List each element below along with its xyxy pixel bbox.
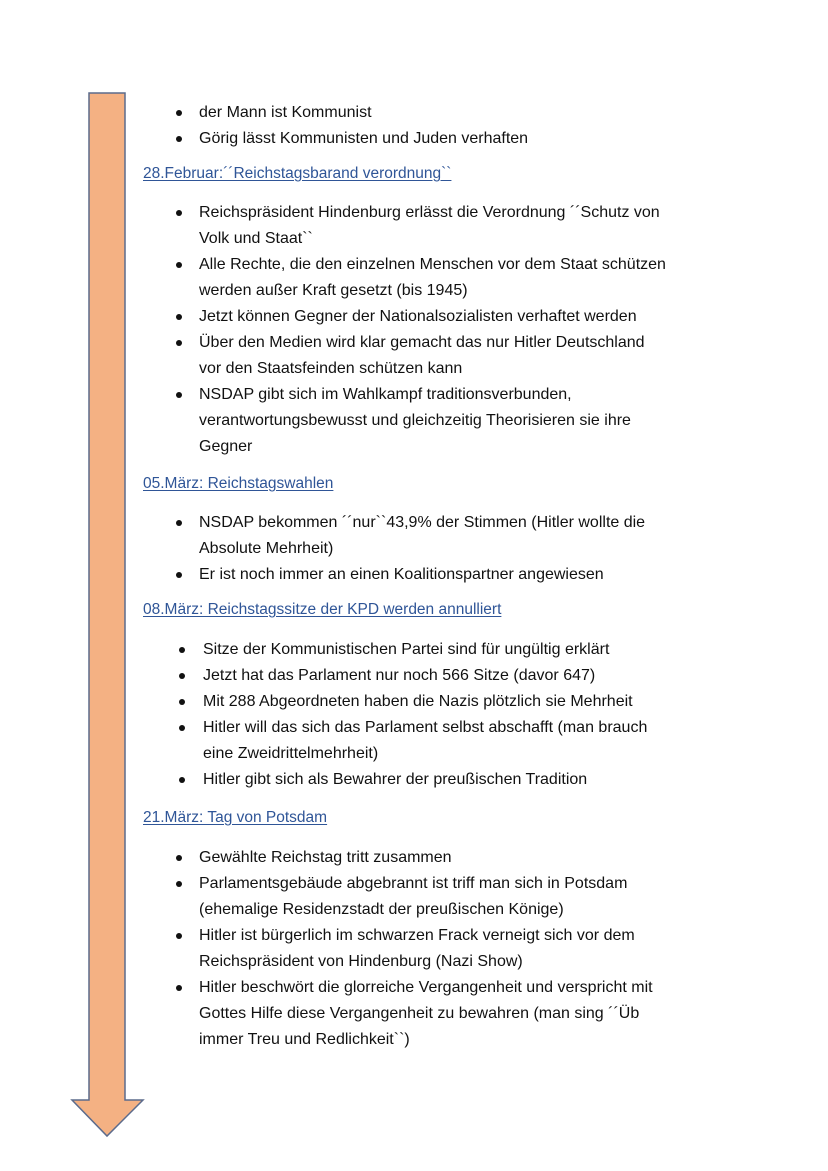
list-item: Er ist noch immer an einen Koalitionspartner angewiesen (143, 562, 743, 588)
list-item: Jetzt hat das Parlament nur noch 566 Sitze (davor 647) (143, 663, 743, 689)
section-list-28-februar (143, 200, 743, 460)
section-heading-28-februar: 28.Februar:´´Reichstagsbarand verordnung`` (143, 165, 452, 182)
list-item: Gewählte Reichstag tritt zusammen (143, 845, 743, 871)
list-item: der Mann ist Kommunist (143, 100, 743, 126)
section-list-08-maerz (143, 637, 743, 793)
section-heading-05-maerz: 05.März: Reichstagswahlen (143, 475, 334, 492)
list-item: Hitler gibt sich als Bewahrer der preußischen Tradition (143, 767, 743, 793)
list-item: Hitler ist bürgerlich im schwarzen Frack verneigt sich vor dem Reichspräsident von Hindenburg (Nazi Show) (143, 923, 743, 975)
section-list-21-maerz (143, 845, 743, 1053)
list-item: Görig lässt Kommunisten und Juden verhaften (143, 126, 743, 152)
list-item: NSDAP bekommen ´´nur``43,9% der Stimmen (Hitler wollte die Absolute Mehrheit) (143, 510, 743, 562)
list-item: Reichspräsident Hindenburg erlässt die Verordnung ´´Schutz von Volk und Staat`` (143, 200, 743, 252)
list-item: Hitler beschwört die glorreiche Vergangenheit und verspricht mit Gottes Hilfe diese Vergangenheit zu bewahren (man sing ´´Üb immer Treu und Redlichkeit``) (143, 975, 743, 1053)
list-item: Über den Medien wird klar gemacht das nur Hitler Deutschland vor den Staatsfeinden schützen kann (143, 330, 743, 382)
section-heading-08-maerz: 08.März: Reichstagssitze der KPD werden annulliert (143, 601, 502, 618)
list-item: Alle Rechte, die den einzelnen Menschen vor dem Staat schützen werden außer Kraft gesetzt (bis 1945) (143, 252, 743, 304)
list-item: Parlamentsgebäude abgebrannt ist triff man sich in Potsdam (ehemalige Residenzstadt der preußischen Könige) (143, 871, 743, 923)
section-list-05-maerz (143, 510, 743, 588)
list-item: Sitze der Kommunistischen Partei sind für ungültig erklärt (143, 637, 743, 663)
list-item: Hitler will das sich das Parlament selbst abschafft (man brauch eine Zweidrittelmehrheit) (143, 715, 743, 767)
list-item: Jetzt können Gegner der Nationalsozialisten verhaftet werden (143, 304, 743, 330)
intro-list (143, 100, 743, 152)
list-item: NSDAP gibt sich im Wahlkampf traditionsverbunden, verantwortungsbewusst und gleichzeitig Theorisieren sie ihre Gegner (143, 382, 743, 460)
list-item: Mit 288 Abgeordneten haben die Nazis plötzlich sie Mehrheit (143, 689, 743, 715)
section-heading-21-maerz: 21.März: Tag von Potsdam (143, 809, 328, 826)
